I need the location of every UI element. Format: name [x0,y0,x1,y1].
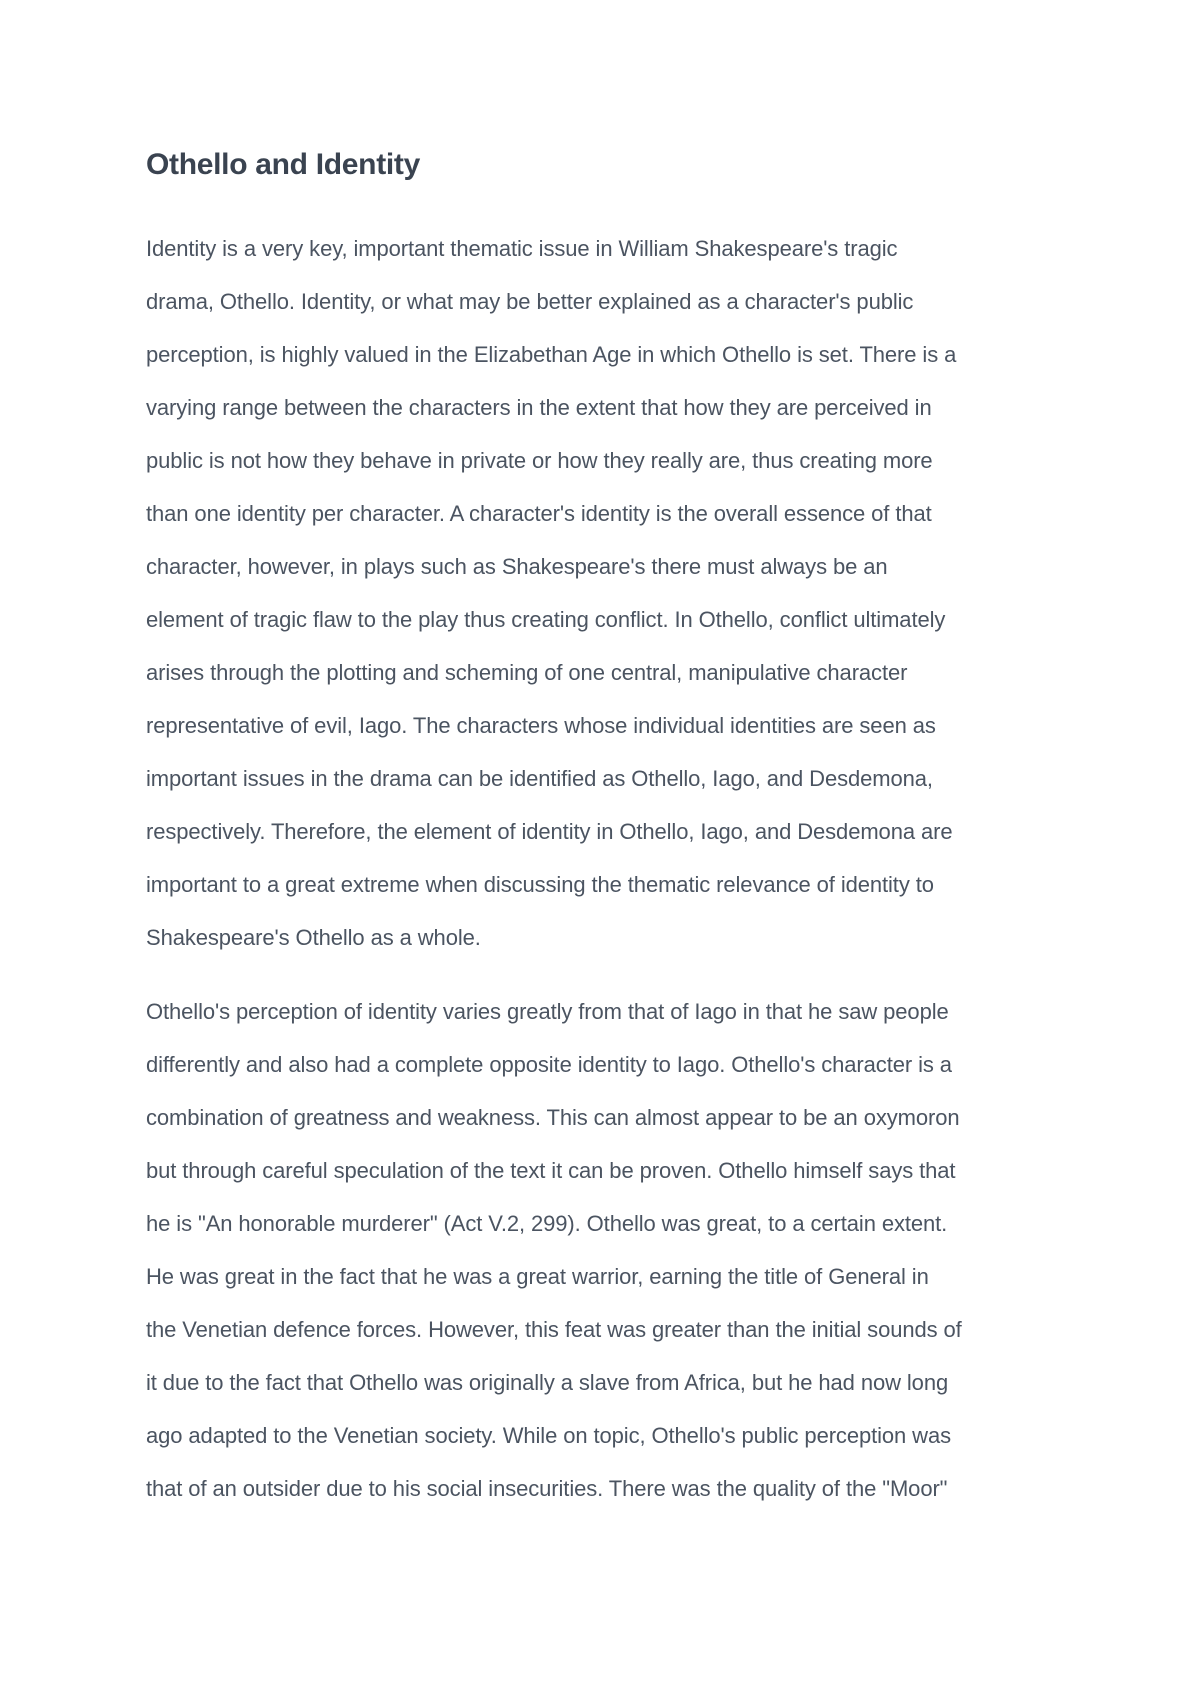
paragraph-1: Identity is a very key, important thematic issue in William Shakespeare's tragic drama, Othello. Identity, or what may be better explained as a character's public perception, is highly valued in the Elizabethan Age in which Othello is set. There is a varying range between the characters in the extent that how they are perceived in public is not how they behave in private or how they really are, thus creating more than one identity per character. A character's identity is the overall essence of that character, however, in plays such as Shakespeare's there must always be an element of tragic flaw to the play thus creating conflict. In Othello, conflict ultimately arises through the plotting and scheming of one central, manipulative character representative of evil, Iago. The characters whose individual identities are seen as important issues in the drama can be identified as Othello, Iago, and Desdemona, respectively. Therefore, the element of identity in Othello, Iago, and Desdemona are important to a great extreme when discussing the thematic relevance of identity to Shakespeare's Othello as a whole. [146,236,957,950]
paragraph-2: Othello's perception of identity varies greatly from that of Iago in that he saw people differently and also had a complete opposite identity to Iago. Othello's character is a combination of greatness and weakness. This can almost appear to be an oxymoron but through careful speculation of the text it can be proven. Othello himself says that he is "An honorable murderer" (Act V.2, 299). Othello was great, to a certain extent. He was great in the fact that he was a great warrior, earning the title of General in the Venetian defence forces. However, this feat was greater than the initial sounds of it due to the fact that Othello was originally a slave from Africa, but he had now long ago adapted to the Venetian society. While on topic, Othello's public perception was that of an outsider due to his social insecurities. There was the quality of the "Moor" [146,999,962,1501]
document-title: Othello and Identity [146,148,421,181]
document-body [146,138,1076,1515]
